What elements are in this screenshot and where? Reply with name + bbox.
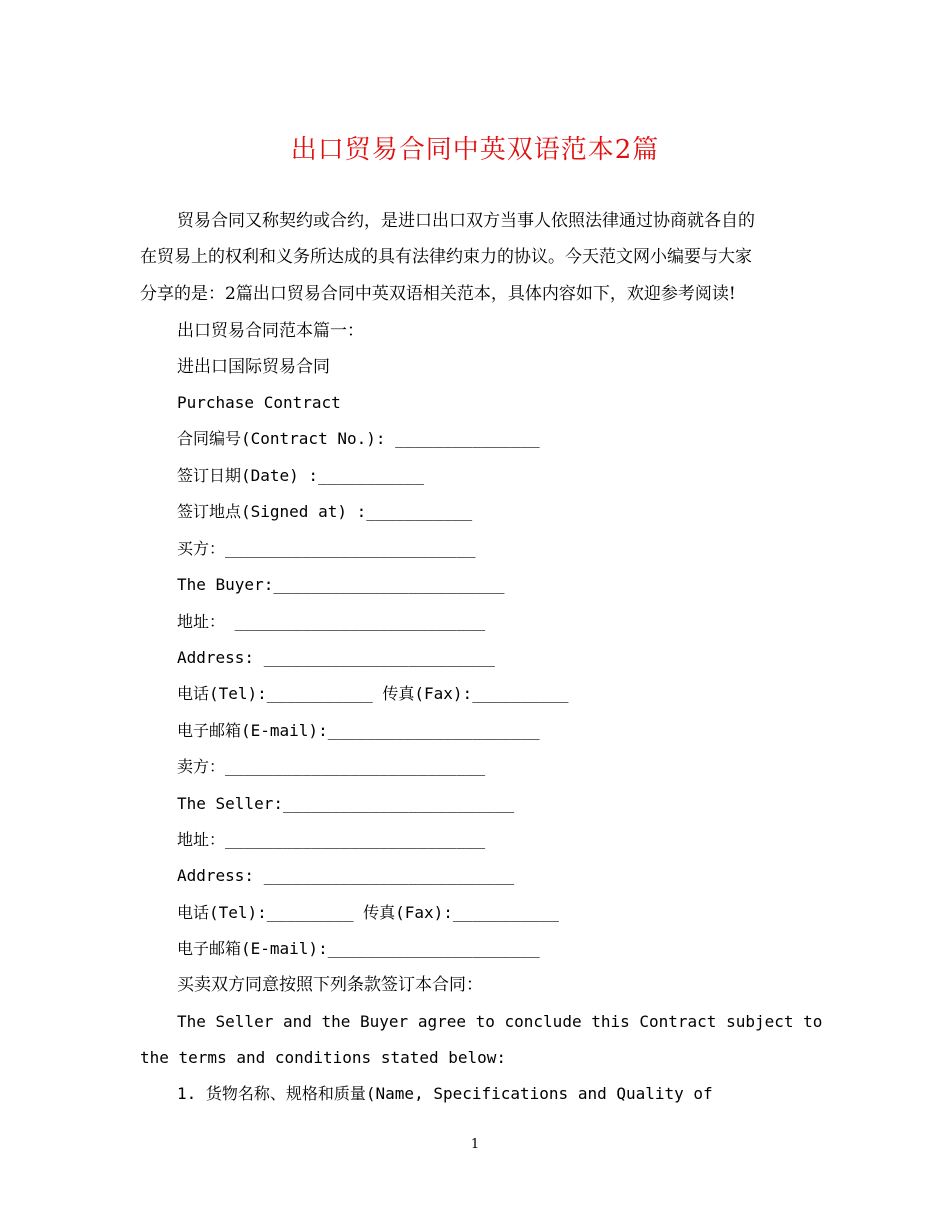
agreement-cn: 买卖双方同意按照下列条款签订本合同：	[177, 975, 483, 995]
buyer-tel-fax-field: 电话(Tel):___________ 传真(Fax):__________	[177, 684, 569, 703]
buyer-cn-field: 买方：__________________________	[177, 539, 476, 558]
contract-title-en: Purchase Contract	[177, 393, 341, 412]
seller-address-en-field: Address: __________________________	[177, 866, 515, 885]
contract-title-cn: 进出口国际贸易合同	[177, 357, 330, 377]
seller-tel-fax-field: 电话(Tel):_________ 传真(Fax):___________	[177, 903, 559, 922]
signed-date-field: 签订日期(Date) :___________	[177, 466, 425, 485]
signed-place-field: 签订地点(Signed at) :___________	[177, 502, 473, 521]
contract-number-field: 合同编号(Contract No.): _______________	[177, 429, 540, 448]
clause-1-heading: 1. 货物名称、规格和质量(Name, Specifications and Quality of	[177, 1084, 713, 1103]
buyer-en-field: The Buyer:________________________	[177, 575, 505, 594]
seller-en-field: The Seller:________________________	[177, 794, 515, 813]
seller-email-field: 电子邮箱(E-mail):______________________	[177, 939, 540, 958]
document-title: 出口贸易合同中英双语范本2篇	[290, 135, 660, 165]
seller-cn-field: 卖方：___________________________	[177, 757, 486, 776]
agreement-en-line-1: The Seller and the Buyer agree to conclude this Contract subject to	[177, 1012, 823, 1031]
buyer-address-en-field: Address: ________________________	[177, 648, 495, 667]
intro-line-2: 在贸易上的权利和义务所达成的具有法律约束力的协议。今天范文网小编要与大家	[140, 247, 752, 267]
section-heading: 出口贸易合同范本篇一：	[177, 321, 364, 341]
page-number: 1	[470, 1137, 480, 1152]
buyer-address-cn-field: 地址： __________________________	[177, 612, 486, 631]
agreement-en-line-2: the terms and conditions stated below:	[140, 1048, 507, 1067]
buyer-email-field: 电子邮箱(E-mail):______________________	[177, 721, 540, 740]
seller-address-cn-field: 地址：___________________________	[177, 830, 486, 849]
intro-line-1: 贸易合同又称契约或合约，是进口出口双方当事人依照法律通过协商就各自的	[177, 211, 755, 231]
intro-line-3: 分享的是：2篇出口贸易合同中英双语相关范本，具体内容如下，欢迎参考阅读!	[140, 284, 736, 304]
